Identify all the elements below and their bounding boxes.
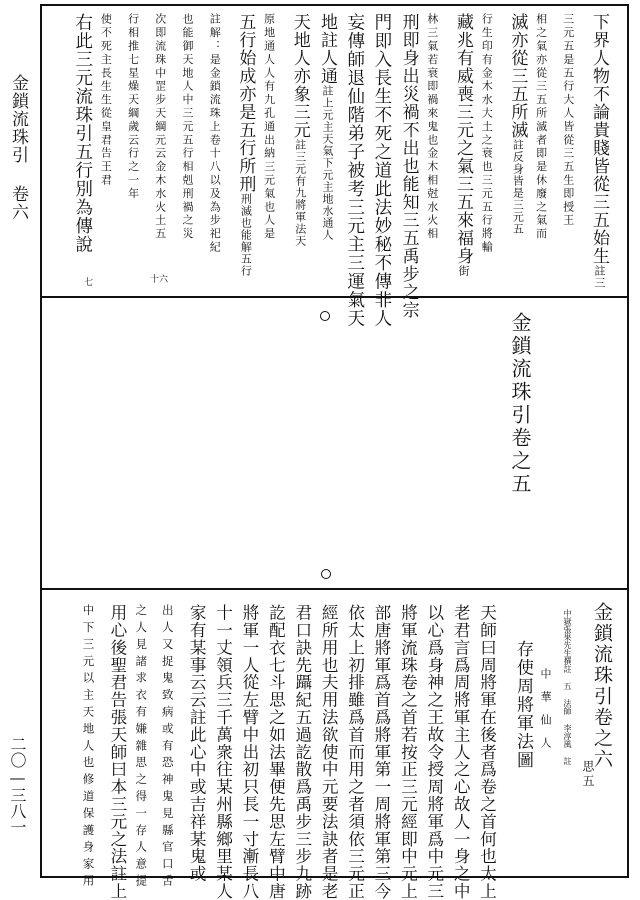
column-main-text: 門即入長生不死之道此法妙秘不傳非人 — [371, 13, 392, 328]
section-title: 存使周將軍法圖 — [513, 640, 533, 770]
column-main-text: 藏兆有威喪三元之氣三五來福身 — [453, 13, 473, 265]
text-column: 經所用也夫用法欲使中元要法訣者是老 — [319, 604, 339, 900]
attribution: 中嶽張果先生撰註 五 法師 李淳風 註 — [563, 609, 572, 765]
column-main-text: 次即流珠中罡步天綱元云金木水火土五 — [153, 13, 167, 241]
text-column — [235, 13, 256, 277]
page-mark: 七 — [84, 278, 94, 288]
column-annotation: 註三元有九將軍法天 — [293, 139, 307, 247]
column-main-text: 刑即身出災禍不出也能知三五禹步之宗 — [398, 13, 419, 319]
volume-mark: 思五 — [581, 760, 595, 789]
text-column: 以心爲身神之王故令授周將軍爲中元三 — [424, 604, 444, 900]
column-main-text: 五行 — [235, 13, 256, 49]
text-column: 用心後聖君告張天師曰本三元之法註上 — [107, 604, 127, 900]
text-column — [536, 13, 547, 241]
text-column — [318, 13, 335, 241]
column-tail-text: 始成亦是五行所刑 — [235, 49, 256, 193]
text-column — [563, 13, 574, 227]
text-column: 訖配衣七斗思之如法畢便先思左臂中唐 — [266, 604, 286, 900]
column-main-text: 林三氣若衰即禍來鬼也金木相尅水火相 — [425, 13, 439, 241]
column-main-text: 天地人亦象三元 — [289, 13, 310, 139]
divider-bottom — [40, 588, 629, 590]
column-annotation: 註三 — [593, 265, 606, 289]
text-column — [590, 13, 607, 289]
column-main-text: 三元五是五行大人皆從三五生即授王 — [561, 13, 575, 228]
text-column — [427, 13, 438, 241]
text-column: 將軍流珠卷之首若按正三元經即中元上 — [398, 604, 418, 900]
text-column — [73, 13, 91, 254]
column-main-text: 使不死主長生生從皇君告王君 — [99, 13, 113, 188]
text-column: 出人又捉鬼致病或有恐神鬼見縣官口舌 — [160, 604, 175, 892]
text-column — [182, 13, 193, 241]
text-column: 將軍一人從左臂中出初只長一寸漸長八 — [239, 604, 259, 900]
column-main-text: 下界人物不論貴賤皆從三五始生 — [589, 13, 609, 265]
text-column — [454, 13, 471, 277]
text-column — [128, 13, 139, 201]
text-column: 依太上初排雖爲首而用之者須依三元正 — [345, 604, 365, 900]
column-annotation: 街 — [457, 265, 470, 277]
text-column — [481, 13, 492, 254]
column-main-text: 行生印有金木水大土之衰也三元五行將輸 — [480, 13, 494, 255]
column-annotation: 刑滅也能解五行 — [239, 193, 253, 277]
text-column: 老君言爲周將軍主人之心故人一身之中 — [451, 604, 471, 900]
text-column — [100, 13, 111, 187]
text-column — [209, 13, 220, 254]
column-main-text: 地 — [317, 13, 337, 31]
volume-5-title: 金鎖流珠引卷之五 — [508, 312, 532, 496]
text-column: 中下三元以主天地人也修道保護身家用 — [81, 604, 96, 892]
binding-hole-icon — [320, 311, 330, 321]
column-main-text: 原地通人人有九孔通出納三元氣也人是 — [262, 13, 276, 241]
divider-top — [40, 296, 629, 298]
text-column — [264, 13, 275, 241]
column-main-text: 右此三元流珠引五行別為傳說 — [72, 13, 93, 254]
text-column: 十一丈領兵三千萬衆往某州縣鄉里某人 — [213, 604, 233, 900]
volume-6-title: 金鎖流珠引卷之六 — [591, 602, 613, 770]
text-column: 之人見諸求衣有嫌雜思之得一存人意提 — [134, 604, 149, 892]
column-annotation: 註反身皆是三元五 — [511, 139, 525, 235]
text-column: 天師曰周將軍在後者爲卷之首何也太上 — [477, 604, 497, 900]
column-main-text: 也能御天地人中三元五行相剋刑禍之災 — [181, 13, 194, 241]
text-column — [400, 13, 417, 319]
text-column: 家有某事云云註此心中或吉祥某鬼或 — [187, 604, 207, 883]
margin-book-title: 金鎖流珠引 卷六 — [8, 74, 28, 221]
text-column — [507, 13, 528, 235]
column-main-text: 行相推七星燥天綱歲云行之一年 — [126, 13, 140, 201]
text-column — [155, 13, 166, 241]
text-column: 部唐將軍爲首爲將軍第一周將軍第三今 — [371, 604, 391, 900]
column-main-text: 妄傳師退仙階弟子被考三元主三運氣天 — [344, 13, 365, 328]
folio-mark: 十六 — [150, 275, 169, 285]
text-column — [372, 13, 390, 328]
margin-page-number: 二〇—三八一 — [8, 736, 27, 835]
column-tail-text: 註人通 — [317, 31, 337, 85]
column-main-text: 相之氣亦從三五所滅者即是休廢之氣而 — [534, 13, 548, 241]
column-annotation: 註上元主天氣下元主地水通人 — [321, 85, 334, 241]
author-label: 中華仙人 — [539, 668, 552, 760]
text-column — [345, 13, 363, 328]
column-main-text: 註解：是金鎖流珠上卷十八以及為步祀紀 — [208, 13, 222, 255]
binding-hole-icon — [321, 569, 331, 579]
text-column: 君口訣先躡紀五過訖散爲禹步三步九跡 — [292, 604, 312, 900]
text-column — [291, 13, 308, 247]
column-main-text: 滅亦從三五所滅 — [507, 13, 528, 139]
